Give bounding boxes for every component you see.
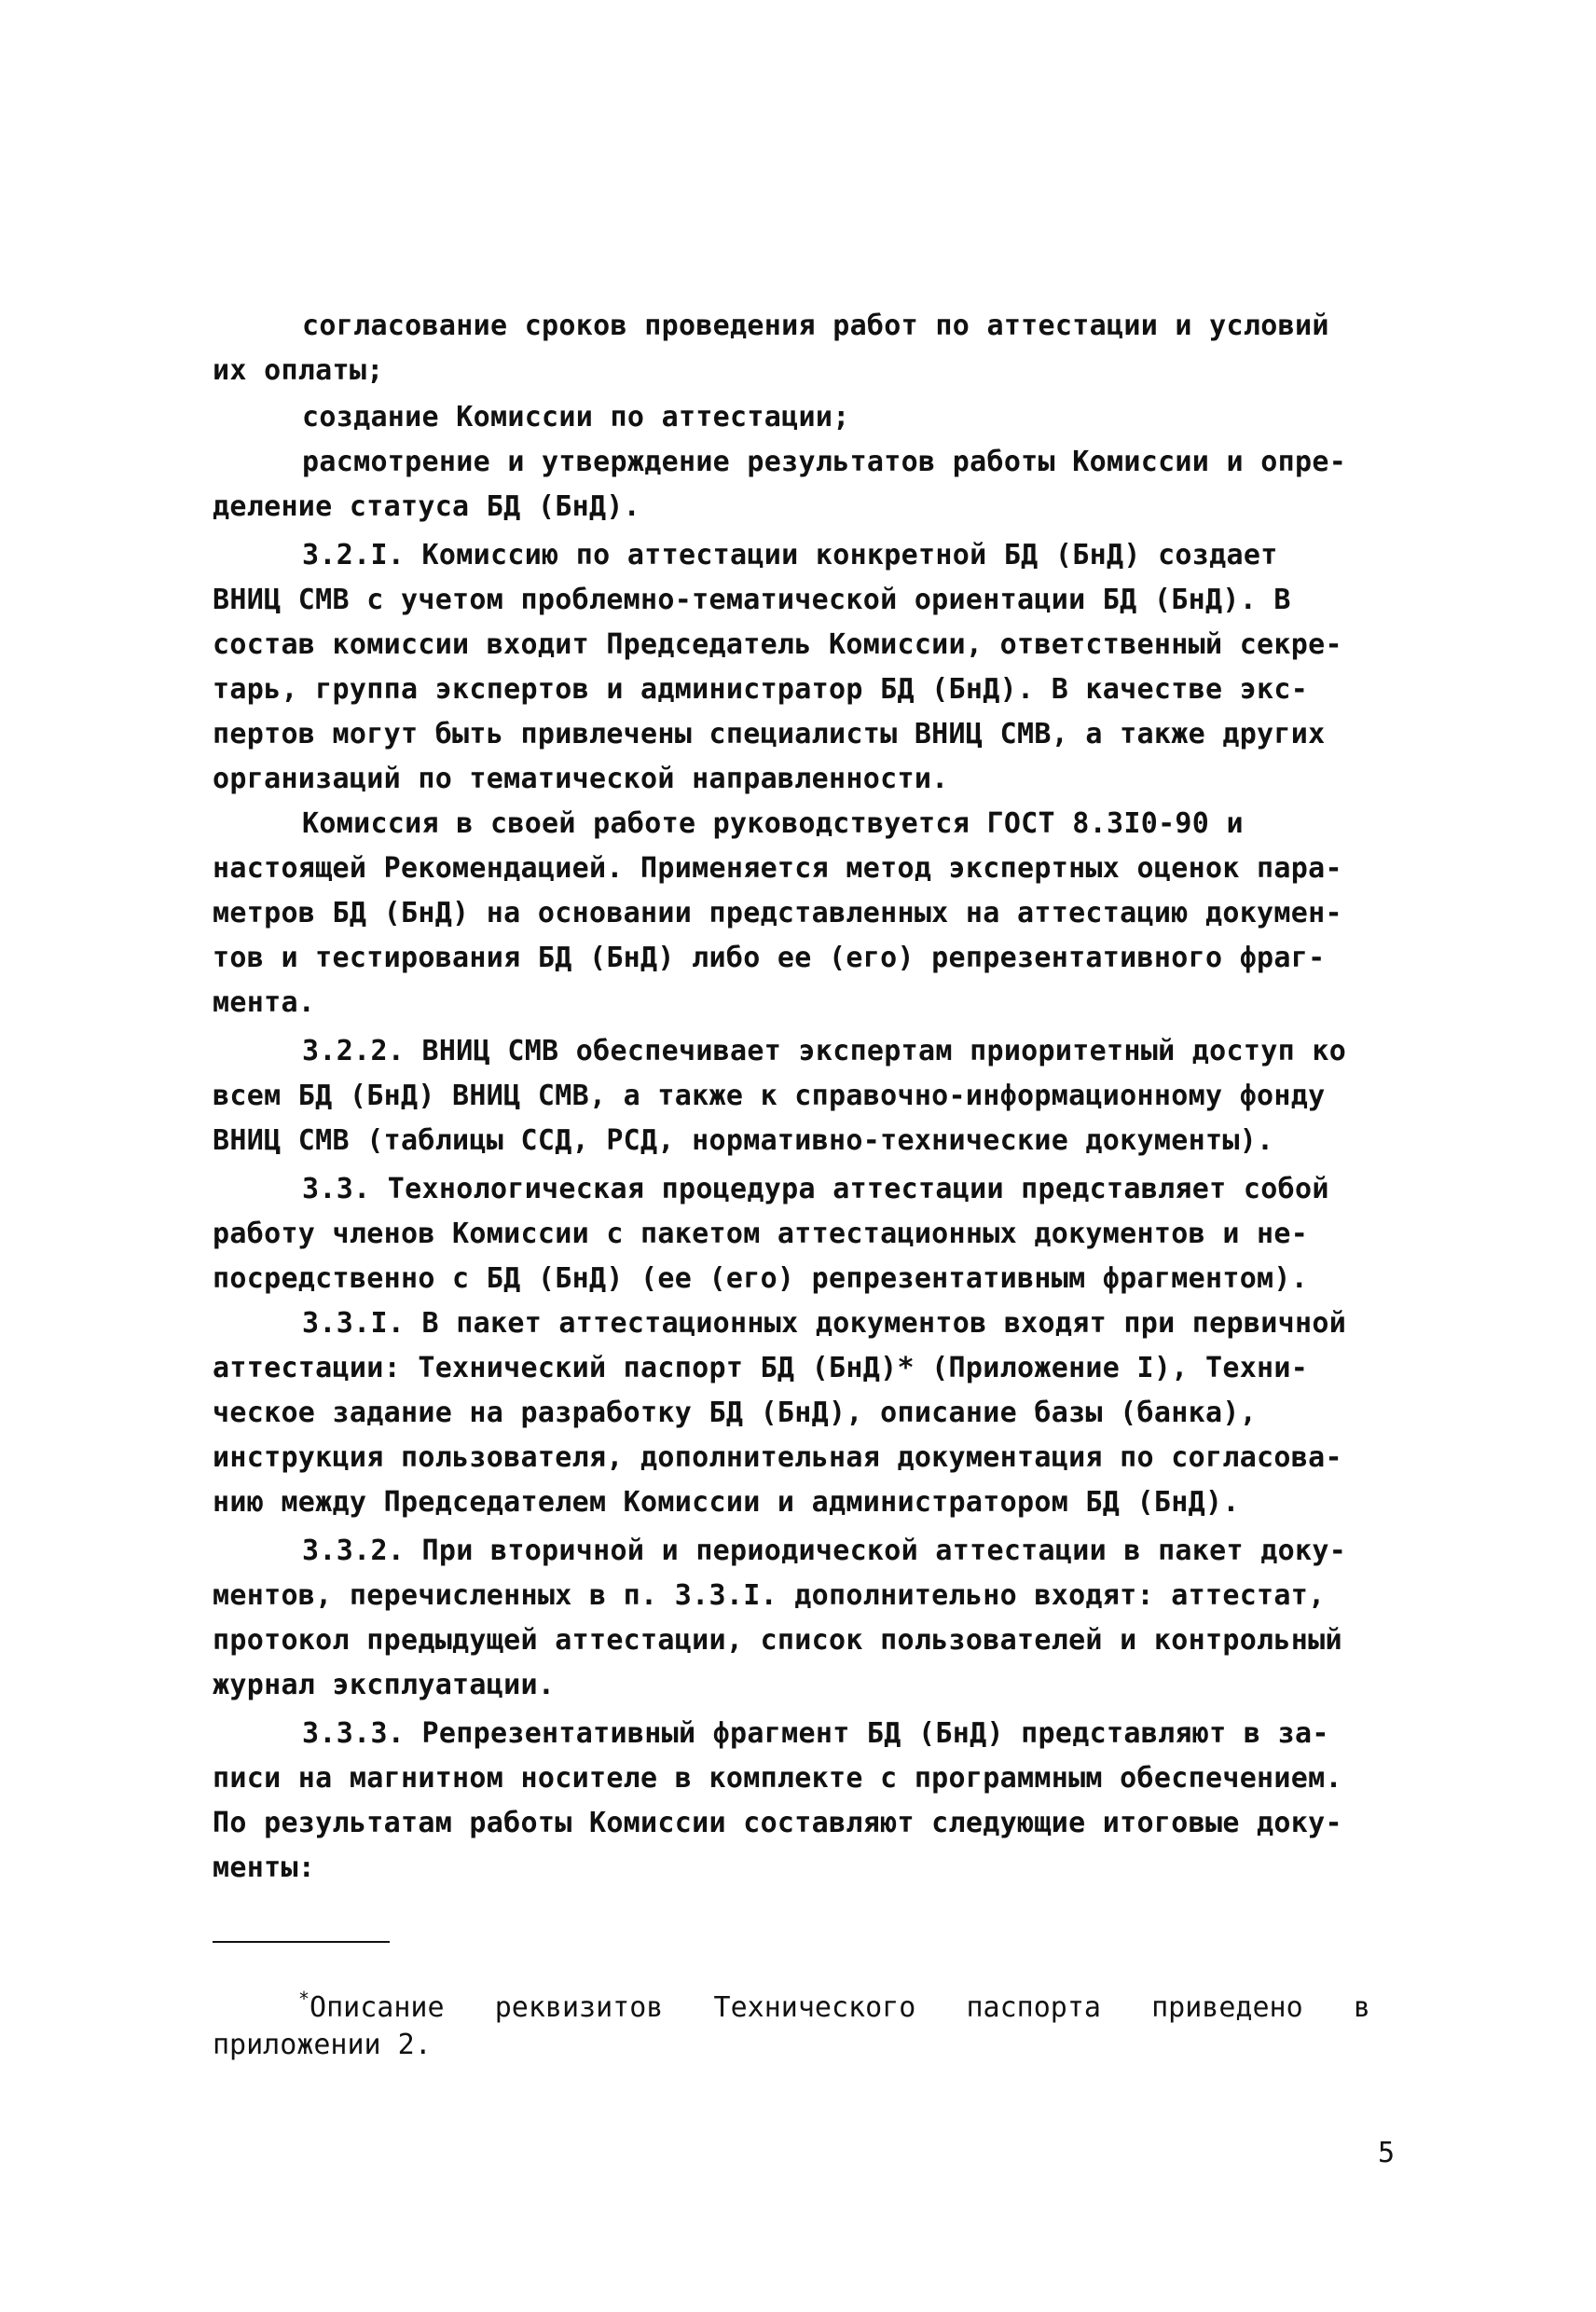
footnote-mark: * [298, 1988, 310, 2010]
text-line: деление статуса БД (БнД). [213, 490, 641, 523]
text-line: протокол предыдущей аттестации, список пользователей и контрольный [213, 1624, 1342, 1657]
text-line: писи на магнитном носителе в комплекте с программным обеспечением. [213, 1762, 1342, 1795]
footnote-line: приложении 2. [213, 2029, 432, 2061]
text-line: создание Комиссии по аттестации; [302, 401, 850, 434]
text-line: ВНИЦ СМВ с учетом проблемно-тематической ориентации БД (БнД). В [213, 584, 1291, 616]
footnote-text: Описание реквизитов Технического паспорта приведено в [310, 1991, 1370, 2024]
text-line: ческое задание на разработку БД (БнД), описание базы (банка), [213, 1397, 1258, 1429]
text-line: их оплаты; [213, 354, 384, 387]
text-line: организаций по тематической направленности. [213, 763, 949, 795]
text-line: 3.3.3. Репрезентативный фрагмент БД (БнД) представляют в за- [302, 1717, 1329, 1750]
text-line: инструкция пользователя, дополнительная документация по согласова- [213, 1441, 1342, 1474]
text-line: согласование сроков проведения работ по аттестации и условий [302, 310, 1329, 342]
text-line: ВНИЦ СМВ (таблицы ССД, РСД, нормативно-технические документы). [213, 1124, 1274, 1157]
text-line: пертов могут быть привлечены специалисты ВНИЦ СМВ, а также других [213, 718, 1326, 750]
text-line: 3.3.2. При вторичной и периодической аттестации в пакет доку- [302, 1534, 1347, 1567]
text-line: Комиссия в своей работе руководствуется ГОСТ 8.3I0-90 и [302, 807, 1244, 840]
text-line: ментов, перечисленных в п. 3.3.I. дополнительно входят: аттестат, [213, 1579, 1326, 1612]
text-line: всем БД (БнД) ВНИЦ СМВ, а также к справочно-информационному фонду [213, 1080, 1326, 1112]
text-line: 3.3. Технологическая процедура аттестации представляет собой [302, 1173, 1329, 1205]
text-line: 3.3.I. В пакет аттестационных документов входят при первичной [302, 1307, 1347, 1340]
text-line: посредственно с БД (БнД) (ее (его) репрезентативным фрагментом). [213, 1262, 1309, 1295]
text-line: тов и тестирования БД (БнД) либо ее (его) репрезентативного фраг- [213, 942, 1326, 974]
text-line: метров БД (БнД) на основании представленных на аттестацию докумен- [213, 897, 1342, 929]
page-number: 5 [1378, 2137, 1396, 2169]
text-line: аттестации: Технический паспорт БД (БнД)* (Приложение I), Техни- [213, 1352, 1309, 1384]
text-line: расмотрение и утверждение результатов работы Комиссии и опре- [302, 446, 1347, 478]
text-line: менты: [213, 1851, 316, 1884]
text-line: 3.2.2. ВНИЦ СМВ обеспечивает экспертам приоритетный доступ ко [302, 1035, 1347, 1067]
text-line: нию между Председателем Комиссии и администратором БД (БнД). [213, 1486, 1240, 1519]
text-line: журнал эксплуатации. [213, 1669, 556, 1701]
text-line: тарь, группа экспертов и администратор БД (БнД). В качестве экс- [213, 673, 1309, 706]
text-line: работу членов Комиссии с пакетом аттестационных документов и не- [213, 1218, 1309, 1250]
footnote-divider [213, 1941, 390, 1943]
text-line: состав комиссии входит Председатель Комиссии, ответственный секре- [213, 628, 1342, 661]
text-line: настоящей Рекомендацией. Применяется метод экспертных оценок пара- [213, 852, 1342, 885]
footnote-line [298, 1980, 1370, 2027]
text-line: По результатам работы Комиссии составляют следующие итоговые доку- [213, 1807, 1342, 1839]
text-line: 3.2.I. Комиссию по аттестации конкретной БД (БнД) создает [302, 539, 1278, 571]
text-line: мента. [213, 986, 316, 1019]
